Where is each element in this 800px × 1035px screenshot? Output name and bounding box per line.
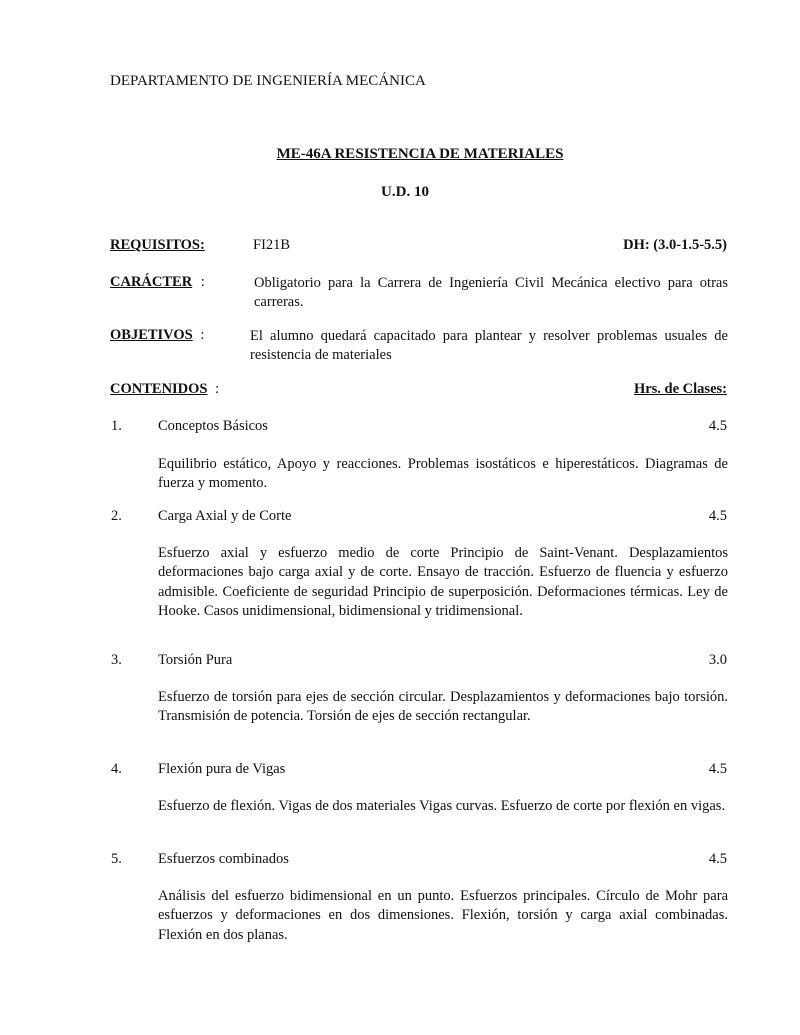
item-description: Esfuerzo de torsión para ejes de sección circular. Desplazamientos y deformaciones bajo torsión. Transmisión de potencia. Torsión de ejes de sección rectangular. [158, 689, 728, 725]
objetivos-separator: : [200, 327, 205, 343]
objetivos-value: El alumno quedará capacitado para plantear y resolver problemas usuales de resistencia de materiales [250, 328, 728, 363]
item-number: 1. [111, 418, 122, 434]
caracter-label-group [110, 274, 205, 291]
objetivos-label: OBJETIVOS [110, 327, 193, 343]
item-hours: 4.5 [708, 761, 727, 777]
item-title: Carga Axial y de Corte [158, 508, 292, 524]
item-description: Esfuerzo de flexión. Vigas de dos materiales Vigas curvas. Esfuerzo de corte por flexión en vigas. [158, 798, 726, 814]
item-description: Equilibrio estático, Apoyo y reacciones. Problemas isostáticos e hiperestáticos. Diagramas de fuerza y momento. [158, 456, 728, 492]
item-number: 3. [111, 652, 122, 668]
contenidos-label: CONTENIDOS [110, 381, 208, 397]
item-number: 5. [111, 851, 122, 867]
contenidos-label-group [110, 381, 219, 398]
item-title: Esfuerzos combinados [158, 851, 289, 867]
objetivos-label-group [110, 327, 204, 344]
item-hours: 3.0 [708, 652, 727, 668]
requisitos-label: REQUISITOS: [110, 237, 205, 253]
dh-value: DH: (3.0-1.5-5.5) [623, 237, 727, 253]
caracter-label: CARÁCTER [110, 274, 193, 290]
item-hours: 4.5 [708, 851, 727, 867]
item-hours: 4.5 [708, 508, 727, 524]
item-title: Torsión Pura [158, 652, 233, 668]
contenidos-separator: : [215, 381, 220, 397]
item-title: Conceptos Básicos [158, 418, 268, 434]
item-description: Esfuerzo axial y esfuerzo medio de corte Principio de Saint-Venant. Desplazamientos deformaciones bajo carga axial y de corte. Ensayo de tracción. Esfuerzo de fluencia y esfuerzo admisible. Coeficiente de seguridad Principio de superposición. Deformaciones térmicas. Ley de Hooke. Casos unidimensional, bidimensional y tridimensional. [158, 545, 728, 619]
caracter-value: Obligatorio para la Carrera de Ingeniería Civil Mecánica electivo para otras carreras. [254, 275, 728, 310]
course-title: ME-46A RESISTENCIA DE MATERIALES [276, 146, 564, 162]
item-description: Análisis del esfuerzo bidimensional en un punto. Esfuerzos principales. Círculo de Mohr para esfuerzos y deformaciones en dos dimensiones. Flexión, torsión y carga axial combinadas. Flexión en dos planas. [158, 888, 728, 943]
hours-header: Hrs. de Clases: [633, 381, 727, 397]
requisitos-value: FI21B [253, 237, 291, 253]
item-hours: 4.5 [708, 418, 727, 434]
department-name: DEPARTAMENTO DE INGENIERÍA MECÁNICA [110, 73, 426, 89]
item-number: 2. [111, 508, 122, 524]
item-number: 4. [111, 761, 122, 777]
caracter-separator: : [200, 274, 205, 290]
course-units: U.D. 10 [381, 184, 429, 200]
item-title: Flexión pura de Vigas [158, 761, 286, 777]
